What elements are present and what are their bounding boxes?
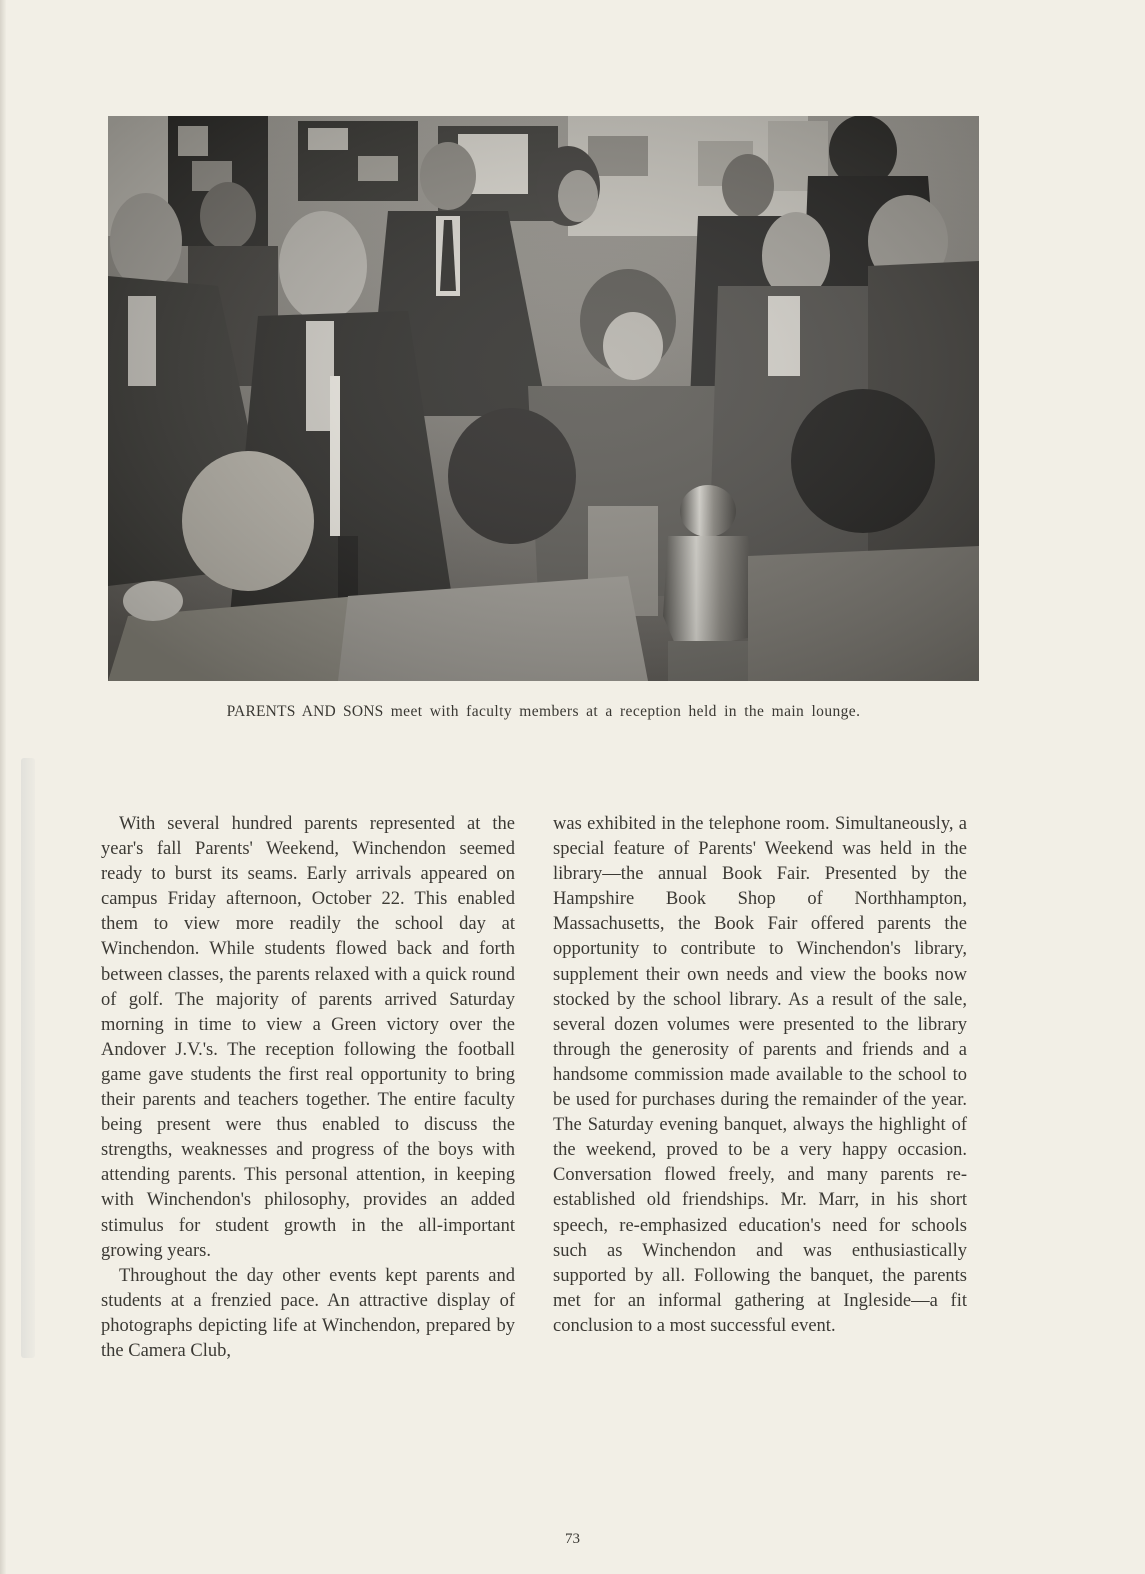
reception-photo-illustration — [108, 116, 979, 681]
article-paragraph: Throughout the day other events kept parents and students at a frenzied pace. An attractive display of photographs depicting life at Winchendon, prepared by the Camera Club, — [101, 1265, 515, 1361]
article-left-column — [101, 812, 515, 1364]
page-stain — [21, 758, 35, 1358]
article-paragraph: was exhibited in the telephone room. Simultaneously, a special feature of Parents' Weekend was held in the library—the annual Book Fair. Presented by the Hampshire Book Shop of Northhampton, Massachusetts, the Book Fair offered parents the opportunity to contribute to Winchendon's library, supplement their own needs and view the books now stocked by the school library. As a result of the sale, several dozen volumes were presented to the library through the generosity of parents and friends and a handsome commission made available to the school to be used for purchases during the remainder of the year. The Saturday evening banquet, always the highlight of the weekend, proved to be a very happy occasion. Conversation flowed freely, and many parents re-established old friendships. Mr. Marr, in his short speech, re-emphasized education's need for schools such as Winchendon and was enthusiastically supported by all. Following the banquet, the parents met for an informal gathering at Ingleside—a fit conclusion to a most successful event. — [553, 814, 967, 1336]
page-number: 73 — [565, 1531, 580, 1547]
article-right-column — [553, 812, 967, 1339]
reception-photo — [108, 116, 979, 681]
article-paragraph: With several hundred parents represented at the year's fall Parents' Weekend, Winchendon seemed ready to burst its seams. Early arrivals appeared on campus Friday afternoon, October 22. This enabled them to view more readily the school day at Winchendon. While students flowed back and forth between classes, the parents relaxed with a quick round of golf. The majority of parents arrived Saturday morning in time to view a Green victory over the Andover J.V.'s. The reception following the football game gave students the first real opportunity to bring their parents and teachers together. The entire faculty being present were thus enabled to discuss the strengths, weaknesses and progress of the boys with attending parents. This personal attention, in keeping with Winchendon's philosophy, provides an added stimulus for student growth in the all-important growing years. — [101, 814, 515, 1261]
page-edge — [0, 0, 6, 1574]
caption-lead: PARENTS AND SONS — [226, 703, 384, 720]
photo-caption — [108, 703, 979, 721]
caption-text: meet with faculty members at a reception held in the main lounge. — [383, 703, 861, 720]
